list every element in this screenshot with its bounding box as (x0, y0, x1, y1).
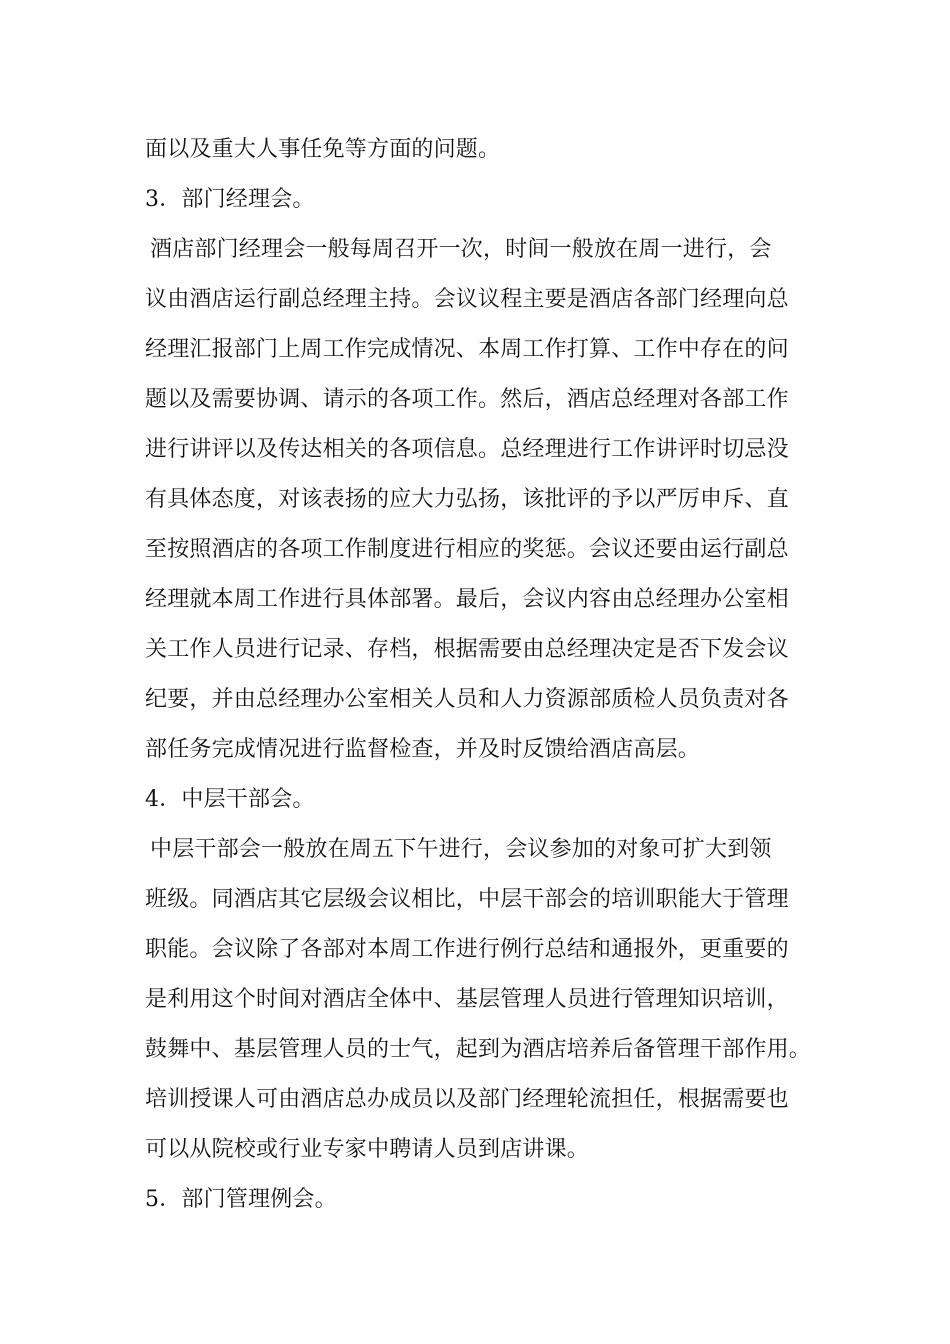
paragraph-line: 经理就本周工作进行具体部署。最后，会议内容由总经理办公室相 (145, 587, 789, 612)
paragraph-line: 中层干部会一般放在周五下午进行，会议参加的对象可扩大到领 (150, 837, 772, 862)
paragraph-line: 班级。同酒店其它层级会议相比，中层干部会的培训职能大于管理 (145, 887, 789, 912)
paragraph-line: 议由酒店运行副总经理主持。会议议程主要是酒店各部门经理向总 (145, 287, 789, 312)
paragraph-line: 题以及需要协调、请示的各项工作。然后，酒店总经理对各部工作 (145, 387, 789, 412)
section-heading: 5．部门管理例会。 (145, 1187, 337, 1212)
paragraph-line: 经理汇报部门上周工作完成情况、本周工作打算、工作中存在的问 (145, 337, 789, 362)
paragraph-line: 关工作人员进行记录、存档，根据需要由总经理决定是否下发会议 (145, 637, 789, 662)
paragraph-line: 鼓舞中、基层管理人员的士气，起到为酒店培养后备管理干部作用。 (145, 1037, 812, 1062)
paragraph-line: 部任务完成情况进行监督检查，并及时反馈给酒店高层。 (145, 737, 701, 762)
paragraph-line: 培训授课人可由酒店总办成员以及部门经理轮流担任，根据需要也 (145, 1087, 789, 1112)
paragraph-line: 进行讲评以及传达相关的各项信息。总经理进行工作讲评时切忌没 (145, 437, 789, 462)
paragraph-line: 有具体态度，对该表扬的应大力弘扬，该批评的予以严厉申斥、直 (145, 487, 789, 512)
paragraph-line: 可以从院校或行业专家中聘请人员到店讲课。 (145, 1137, 590, 1162)
paragraph-line: 职能。会议除了各部对本周工作进行例行总结和通报外，更重要的 (145, 937, 789, 962)
section-heading: 3．部门经理会。 (145, 187, 315, 212)
paragraph-line: 酒店部门经理会一般每周召开一次，时间一般放在周一进行，会 (150, 237, 772, 262)
paragraph-line: 是利用这个时间对酒店全体中、基层管理人员进行管理知识培训， (145, 987, 789, 1012)
section-heading: 4．中层干部会。 (145, 787, 315, 812)
paragraph-line: 纪要，并由总经理办公室相关人员和人力资源部质检人员负责对各 (145, 687, 789, 712)
text-line: 面以及重大人事任免等方面的问题。 (145, 137, 501, 162)
paragraph-line: 至按照酒店的各项工作制度进行相应的奖惩。会议还要由运行副总 (145, 537, 789, 562)
